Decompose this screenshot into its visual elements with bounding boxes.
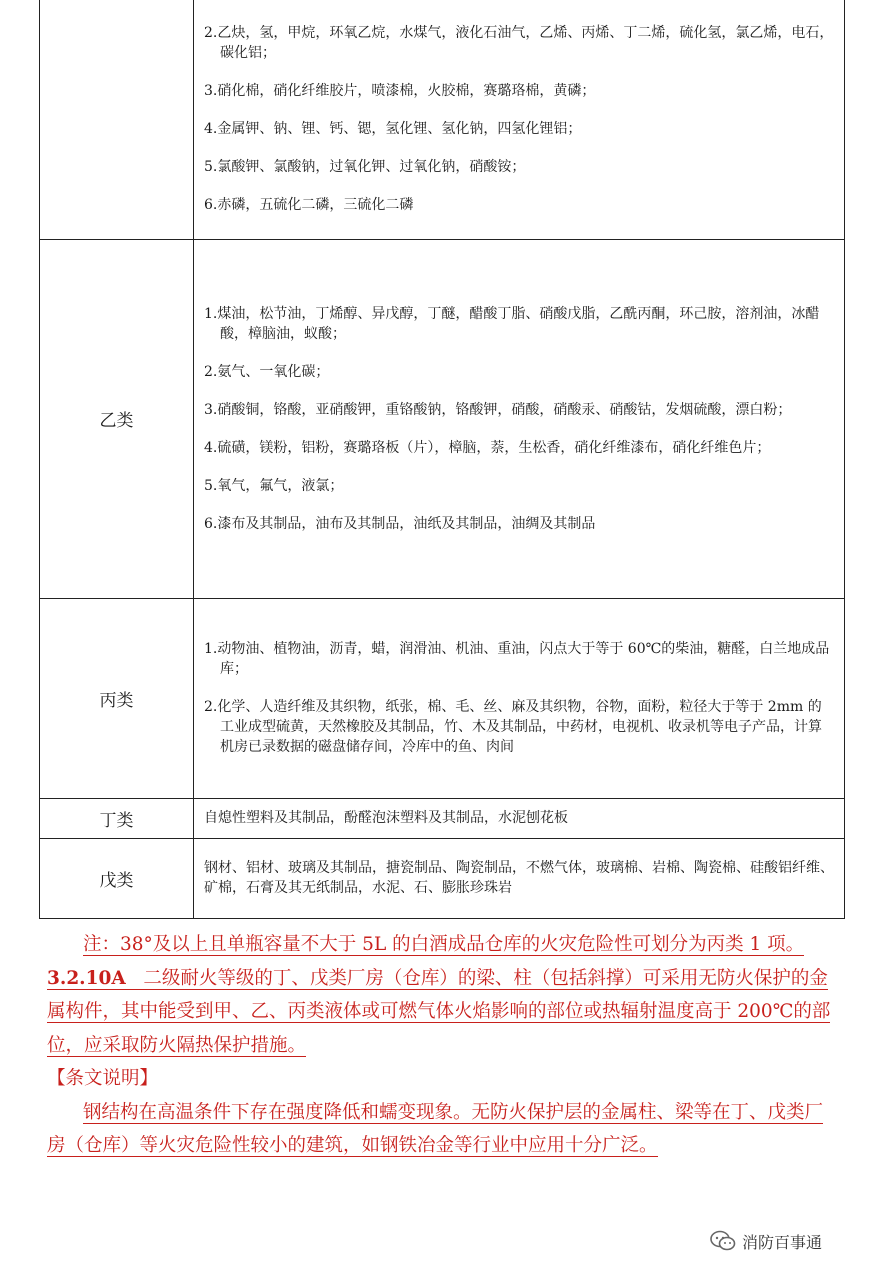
list-item: 5.氯酸钾、氯酸钠，过氧化钾、过氧化钠，硝酸铵； (204, 159, 526, 176)
list-item: 2.乙炔，氢，甲烷，环氧乙烷，水煤气，液化石油气，乙烯、丙烯、丁二烯，硫化氢，氯乙烯，电石，碳化铝； (204, 25, 834, 62)
clause-text: 二级耐火等级的丁、戊类厂房（仓库）的梁、柱（包括斜撑）可采用无防火保护的金属构件，其中能受到甲、乙、丙类液体或可燃气体火焰影响的部位或热辐射温度高于 200℃的部位，应采取防火隔热保护措施。 (47, 967, 831, 1056)
clause-number: 3.2.10A (47, 967, 126, 989)
category-cell (40, 0, 194, 239)
items-cell: 钢材、铝材、玻璃及其制品，搪瓷制品、陶瓷制品，不燃气体，玻璃棉、岩棉、陶瓷棉、硅酸铝纤维、矿棉，石膏及其无纸制品，水泥、石、膨胀珍珠岩 (194, 838, 845, 918)
category-cell: 丙类 (40, 598, 194, 798)
watermark-text: 消防百事通 (742, 1232, 823, 1252)
table-row (40, 598, 845, 798)
list-item: 4.硫磺，镁粉，铝粉，赛璐珞板（片），樟脑，萘，生松香，硝化纤维漆布，硝化纤维色片； (204, 439, 771, 456)
hazard-classification-table (39, 0, 845, 919)
category-cell: 乙类 (40, 239, 194, 598)
list-item: 1.煤油，松节油，丁烯醇、异戊醇，丁醚，醋酸丁脂、硝酸戊脂，乙酰丙酮，环己胺，溶剂油，冰醋酸，樟脑油，蚁酸； (204, 305, 820, 342)
list-item: 6.漆布及其制品，油布及其制品，油纸及其制品，油绸及其制品 (204, 515, 596, 532)
table-row (40, 798, 845, 838)
clause-paragraph (47, 962, 839, 1063)
notes-section (47, 928, 839, 1163)
list-item: 5.氧气，氟气，液氯； (204, 477, 344, 494)
table-row (40, 239, 845, 598)
list-item: 4.金属钾、钠、锂、钙、锶，氢化锂、氢化钠，四氢化锂铝； (204, 121, 582, 138)
list-item: 2.化学、人造纤维及其织物，纸张，棉、毛、丝、麻及其织物，谷物，面粉，粒径大于等于 2mm 的工业成型硫黄，天然橡胶及其制品，竹、木及其制品，中药材，电视机、收录机等电子产品，计算机房已录数据的磁盘储存间，冷库中的鱼、肉间 (204, 699, 822, 755)
explanation-heading: 【条文说明】 (47, 1068, 159, 1089)
list-item: 3.硝酸铜，铬酸，亚硝酸钾，重铬酸钠，铬酸钾，硝酸，硝酸汞、硝酸钴，发烟硫酸，漂白粉； (204, 401, 792, 418)
category-cell: 戊类 (40, 838, 194, 918)
items-cell: 自熄性塑料及其制品，酚醛泡沫塑料及其制品，水泥刨花板 (194, 798, 845, 838)
list-item: 2.氨气、一氧化碳； (204, 363, 330, 380)
list-item: 3.硝化棉，硝化纤维胶片，喷漆棉，火胶棉，赛璐珞棉，黄磷； (204, 83, 596, 100)
list-item: 6.赤磷，五硫化二磷，三硫化二磷 (204, 197, 414, 214)
items-cell (194, 239, 845, 598)
list-item: 1.动物油、植物油，沥青，蜡，润滑油、机油、重油，闪点大于等于 60℃的柴油，糖醛，白兰地成品库； (204, 641, 830, 677)
explanation-text: 钢结构在高温条件下存在强度降低和蠕变现象。无防火保护层的金属柱、梁等在丁、戊类厂房（仓库）等火灾危险性较小的建筑，如钢铁冶金等行业中应用十分广泛。 (47, 1101, 824, 1156)
table-row (40, 838, 845, 918)
table-row (40, 0, 845, 239)
explanation-paragraph (47, 1096, 839, 1163)
wechat-icon (710, 1230, 736, 1252)
items-cell (194, 0, 845, 239)
watermark (708, 1226, 828, 1256)
table-note (47, 928, 839, 962)
items-cell (194, 598, 845, 798)
category-cell: 丁类 (40, 798, 194, 838)
table-note-text: 注：38°及以上且单瓶容量不大于 5L 的白酒成品仓库的火灾危险性可划分为丙类 1 项。 (83, 934, 805, 955)
